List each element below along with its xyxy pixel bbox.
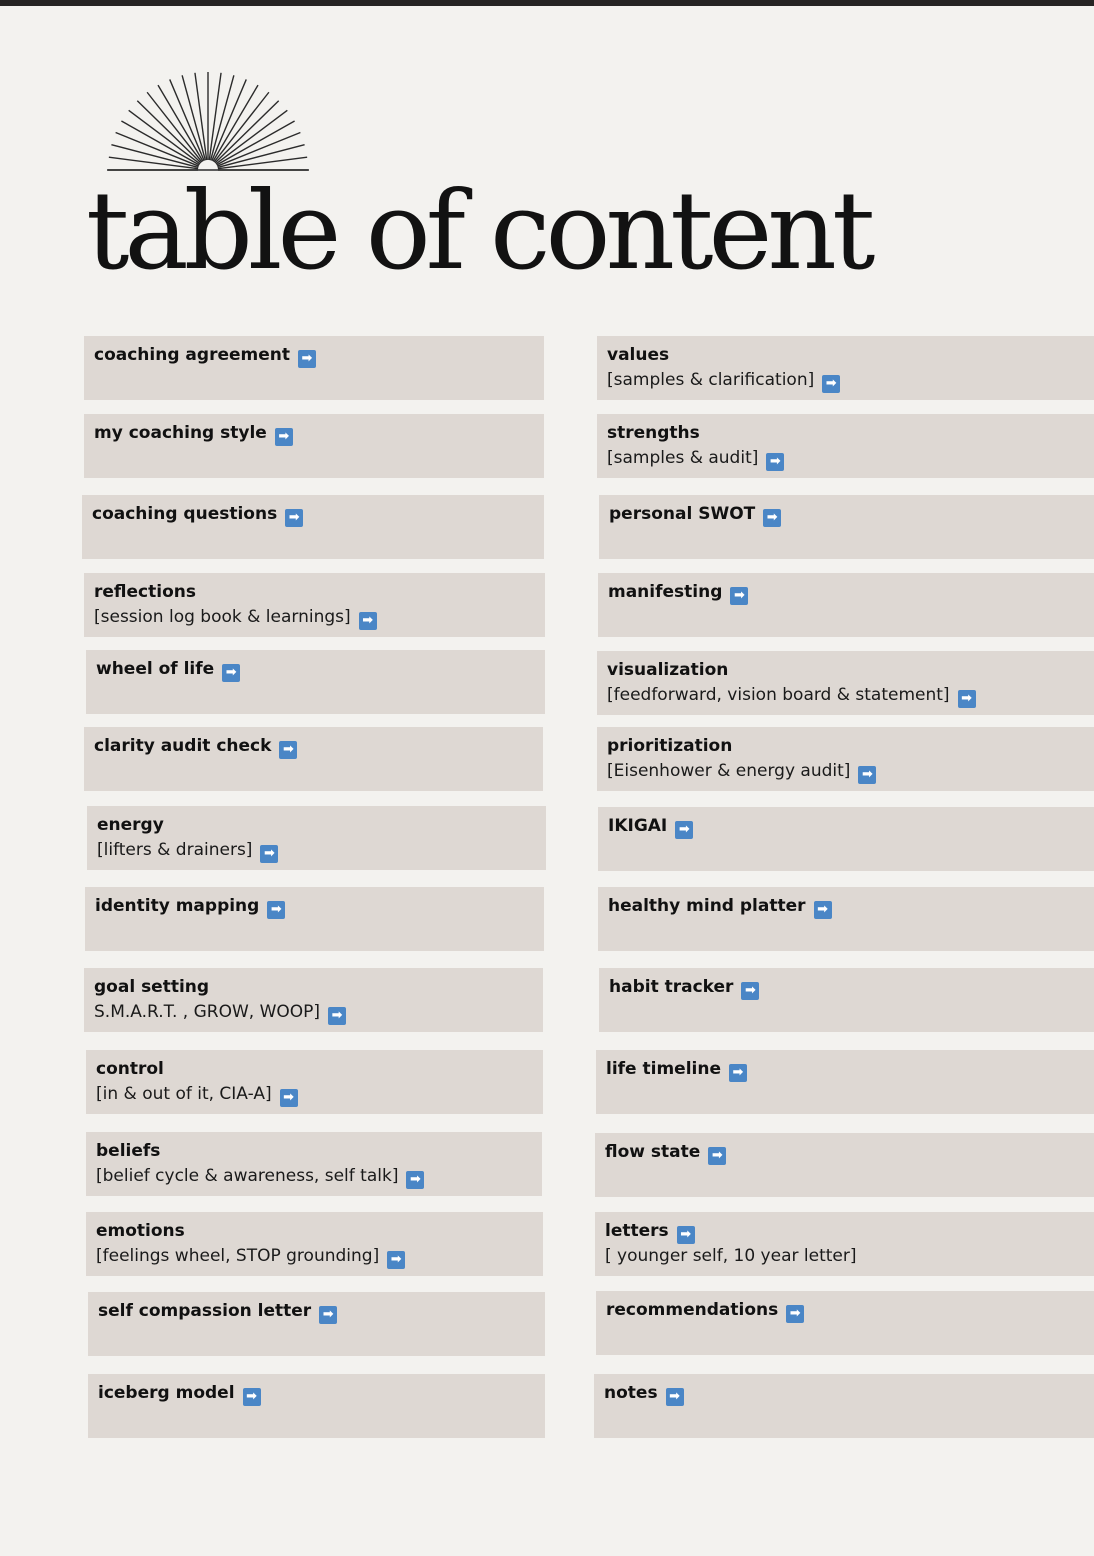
toc-entry-title: wheel of life [96,659,215,679]
toc-entry-title: visualization [607,660,729,680]
toc-entry-subtitle: [samples & audit] [607,448,759,468]
toc-entry-title: self compassion letter [98,1301,312,1321]
toc-entry[interactable] [597,336,1094,400]
toc-entry-subtitle: S.M.A.R.T. , GROW, WOOP] [94,1002,321,1022]
toc-entry[interactable] [597,651,1094,715]
toc-entry-title: coaching questions [92,504,278,524]
toc-entry-subtitle: [feelings wheel, STOP grounding] [96,1246,380,1266]
toc-entry-title: habit tracker [609,977,734,997]
toc-entry-title: healthy mind platter [608,896,806,916]
sunburst-ray [195,73,207,160]
toc-entry[interactable] [88,1292,545,1356]
toc-entry-title: strengths [607,423,700,443]
arrow-right-icon[interactable]: ➡ [814,901,832,919]
arrow-right-icon[interactable]: ➡ [763,509,781,527]
toc-entry-title: my coaching style [94,423,267,443]
toc-entry-title: emotions [96,1221,185,1241]
arrow-right-icon[interactable]: ➡ [708,1147,726,1165]
sunburst-ray [218,157,307,168]
toc-entry-subtitle: [samples & clarification] [607,370,815,390]
toc-entry[interactable] [84,968,543,1032]
toc-entry-title: iceberg model [98,1383,235,1403]
toc-entry[interactable] [597,414,1094,478]
toc-entry[interactable] [84,573,545,637]
toc-entry-title: flow state [605,1142,701,1162]
arrow-right-icon[interactable]: ➡ [285,509,303,527]
arrow-right-icon[interactable]: ➡ [666,1388,684,1406]
sunburst-logo-icon [104,64,312,176]
toc-entry-title: clarity audit check [94,736,272,756]
sunburst-ray [109,157,198,168]
toc-entry-title: identity mapping [95,896,260,916]
toc-entry[interactable] [598,887,1094,951]
arrow-right-icon[interactable]: ➡ [279,741,297,759]
toc-entry[interactable] [86,1212,543,1276]
toc-entry[interactable] [87,806,546,870]
arrow-right-icon[interactable]: ➡ [319,1306,337,1324]
toc-entry-subtitle: [feedforward, vision board & statement] [607,685,950,705]
toc-entry[interactable] [599,968,1094,1032]
toc-entry-title: recommendations [606,1300,779,1320]
toc-entry-subtitle: [belief cycle & awareness, self talk] [96,1166,399,1186]
toc-entry-title: values [607,345,670,365]
toc-entry[interactable] [596,1050,1094,1114]
toc-entry-title: control [96,1059,164,1079]
arrow-right-icon[interactable]: ➡ [222,664,240,682]
toc-entry-title: reflections [94,582,196,602]
toc-entry[interactable] [598,573,1094,637]
toc-entry-subtitle: [ younger self, 10 year letter] [605,1246,857,1266]
toc-entry[interactable] [599,495,1094,559]
toc-entry-title: IKIGAI [608,816,668,836]
arrow-right-icon[interactable]: ➡ [387,1251,405,1269]
top-border-bar [0,0,1094,6]
toc-entry-title: prioritization [607,736,733,756]
toc-entry-title: goal setting [94,977,210,997]
toc-entry-title: coaching agreement [94,345,290,365]
arrow-right-icon[interactable]: ➡ [786,1305,804,1323]
toc-entry[interactable] [597,727,1094,791]
toc-entry-subtitle: [lifters & drainers] [97,840,253,860]
toc-entry-title: energy [97,815,164,835]
toc-entry-subtitle: [Eisenhower & energy audit] [607,761,851,781]
arrow-right-icon[interactable]: ➡ [730,587,748,605]
toc-entry-title: notes [604,1383,658,1403]
arrow-right-icon[interactable]: ➡ [766,453,784,471]
toc-entry[interactable] [86,1132,542,1196]
toc-entry-subtitle: [in & out of it, CIA-A] [96,1084,272,1104]
sunburst-ray [209,73,221,160]
arrow-right-icon[interactable]: ➡ [677,1226,695,1244]
arrow-right-icon[interactable]: ➡ [298,350,316,368]
toc-entry[interactable] [84,727,543,791]
arrow-right-icon[interactable]: ➡ [280,1089,298,1107]
toc-entry[interactable] [86,1050,543,1114]
toc-entry[interactable] [84,336,544,400]
arrow-right-icon[interactable]: ➡ [275,428,293,446]
arrow-right-icon[interactable]: ➡ [359,612,377,630]
toc-entry-subtitle: [session log book & learnings] [94,607,351,627]
arrow-right-icon[interactable]: ➡ [260,845,278,863]
toc-entry-title: manifesting [608,582,723,602]
arrow-right-icon[interactable]: ➡ [822,375,840,393]
arrow-right-icon[interactable]: ➡ [267,901,285,919]
arrow-right-icon[interactable]: ➡ [729,1064,747,1082]
toc-entry[interactable] [84,414,544,478]
arrow-right-icon[interactable]: ➡ [406,1171,424,1189]
toc-entry[interactable] [86,650,545,714]
page-title: table of content [86,169,871,294]
arrow-right-icon[interactable]: ➡ [958,690,976,708]
toc-entry[interactable] [82,495,544,559]
arrow-right-icon[interactable]: ➡ [858,766,876,784]
arrow-right-icon[interactable]: ➡ [328,1007,346,1025]
toc-entry-title: letters [605,1221,669,1241]
toc-entry[interactable] [596,1291,1094,1355]
toc-entry-title: life timeline [606,1059,721,1079]
toc-entry-title: personal SWOT [609,504,756,524]
toc-entry[interactable] [594,1374,1094,1438]
toc-entry[interactable] [88,1374,545,1438]
toc-entry-title: beliefs [96,1141,161,1161]
toc-entry[interactable] [598,807,1094,871]
toc-entry[interactable] [595,1212,1094,1276]
arrow-right-icon[interactable]: ➡ [243,1388,261,1406]
toc-entry[interactable] [85,887,544,951]
arrow-right-icon[interactable]: ➡ [675,821,693,839]
arrow-right-icon[interactable]: ➡ [741,982,759,1000]
toc-entry[interactable] [595,1133,1094,1197]
